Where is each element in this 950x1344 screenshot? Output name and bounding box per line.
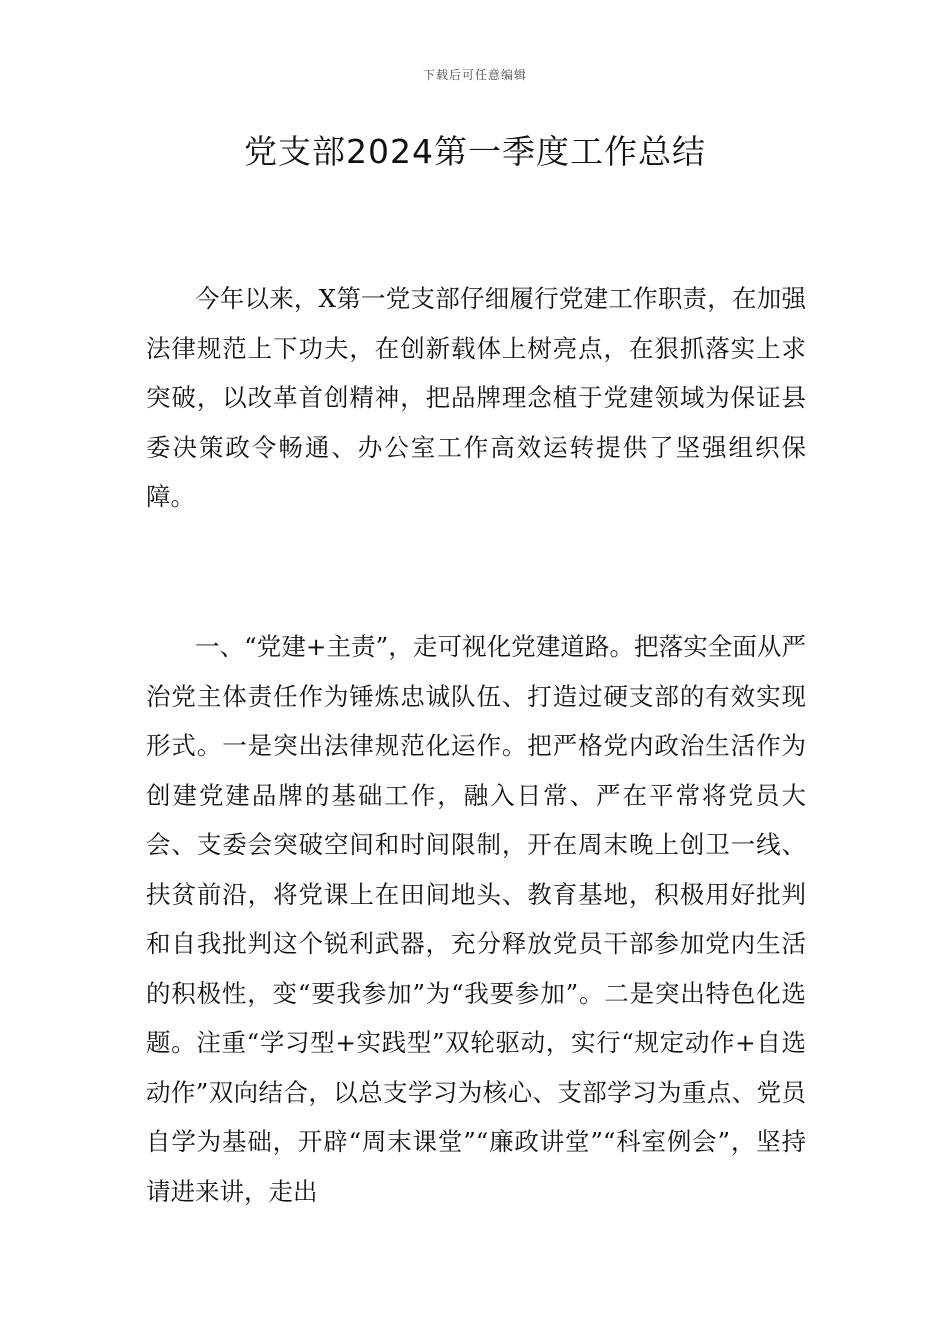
document-title: 党支部2024第一季度工作总结: [244, 132, 706, 171]
paragraph-intro: 今年以来，X第一党支部仔细履行党建工作职责，在加强法律规范上下功夫，在创新载体上树亮点，在狠抓落实上求突破，以改革首创精神，把品牌理念植于党建领域为保证县委决策政令畅通、办公室工作高效运转提供了坚强组织保障。: [146, 284, 806, 511]
paragraph-section-one: 一、“党建+主责”，走可视化党建道路。把落实全面从严治党主体责任作为锤炼忠诚队伍、打造过硬支部的有效实现形式。一是突出法律规范化运作。把严格党内政治生活作为创建党建品牌的基础工作，融入日常、严在平常将党员大会、支委会突破空间和时间限制，开在周末晚上创卫一线、扶贫前沿，将党课上在田间地头、教育基地，积极用好批判和自我批判这个锐利武器，充分释放党员干部参加党内生活的积极性，变“要我参加”为“我要参加”。二是突出特色化选题。注重“学习型+实践型”双轮驱动，实行“规定动作+自选动作”双向结合，以总支学习为核心、支部学习为重点、党员自学为基础，开辟“周末课堂”“廉政讲堂”“科室例会”，坚持请进来讲，走出: [146, 632, 806, 1206]
header-note: 下载后可任意编辑: [422, 68, 527, 82]
